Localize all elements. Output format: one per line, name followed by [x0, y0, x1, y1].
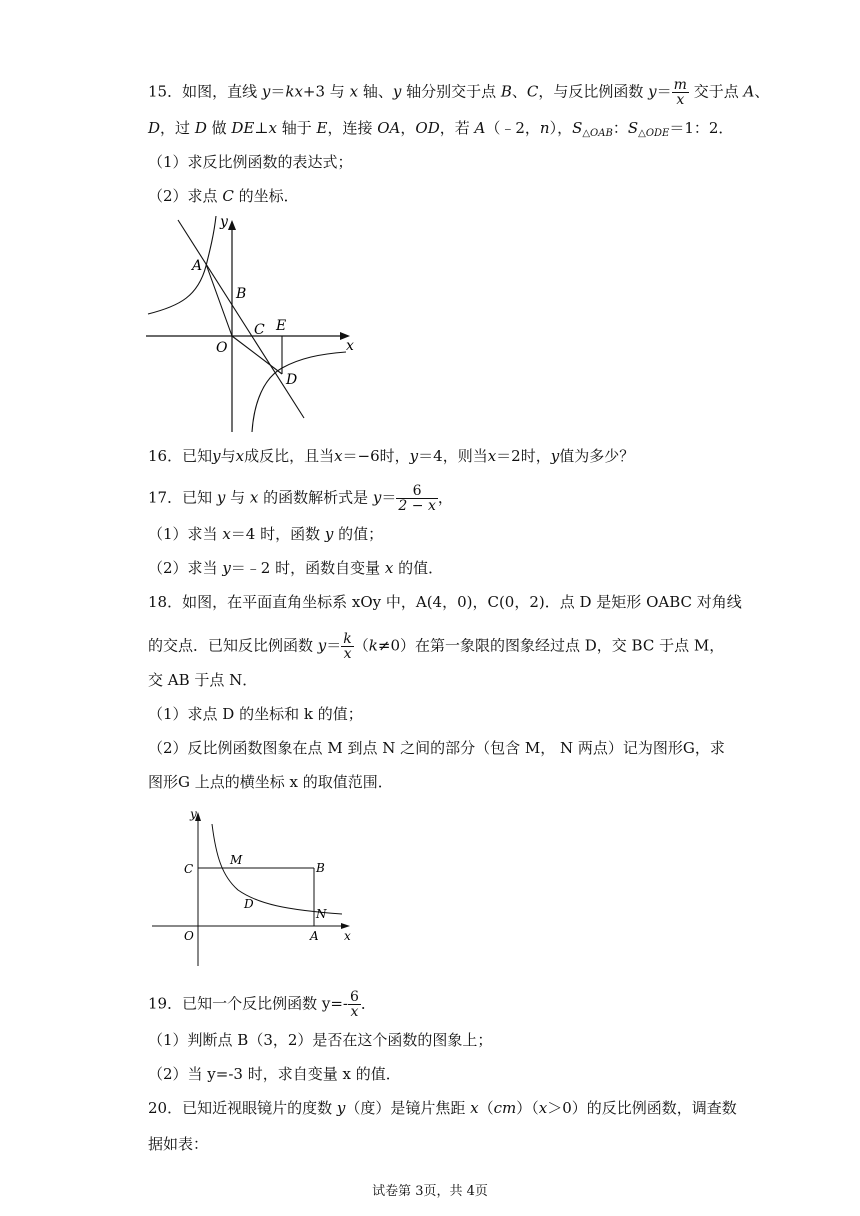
q19-line — [148, 990, 376, 1019]
label-d: D — [286, 372, 298, 388]
label-o: O — [216, 340, 228, 356]
text: A — [743, 82, 755, 101]
q15-part-1: （1）求反比例函数的表达式； — [148, 153, 353, 171]
label-c: C — [184, 862, 194, 876]
text: 15．如图，直线 — [148, 82, 262, 101]
text: E — [316, 119, 328, 137]
text: 的函数解析式是 — [258, 488, 373, 507]
text: OD — [415, 119, 440, 137]
text: x — [470, 1099, 479, 1117]
text: 轴分别交于点 — [401, 82, 501, 101]
text: y — [317, 636, 327, 655]
label-m: M — [230, 853, 243, 867]
text: 20．已知近视眼镜片的度数 — [148, 1099, 337, 1117]
text: （ — [353, 636, 369, 655]
page-footer: 试卷第 3页，共 4页 — [372, 1184, 488, 1199]
hyperbola-branch-right — [252, 352, 346, 432]
text: y — [392, 82, 402, 101]
text: ＝﹣2 时，函数自变量 — [230, 559, 385, 577]
text: kx — [285, 82, 303, 101]
text: n — [539, 119, 550, 137]
text: ⊥ — [254, 119, 269, 137]
q18-part-2-line-1: （2）反比例函数图象在点 M 到点 N 之间的部分（包含 M， N 两点）记为图形G，求 — [148, 739, 725, 757]
denominator: x — [350, 1004, 359, 1020]
text: D — [148, 119, 161, 137]
fraction-m-over-x — [672, 78, 689, 107]
text: y — [372, 488, 382, 507]
text: y — [550, 447, 560, 465]
q15-line-1 — [148, 78, 769, 107]
text: y — [336, 1099, 346, 1117]
text: y — [216, 488, 226, 507]
q18-figure — [146, 806, 366, 972]
text: 值为多少？ — [559, 447, 635, 465]
text: x — [384, 559, 394, 577]
text: ＝ — [381, 488, 397, 507]
text: 交于点 — [688, 82, 744, 101]
label-a: A — [192, 258, 203, 274]
text: A — [474, 119, 486, 137]
text: ＝4 时，函数 — [230, 525, 325, 543]
denominator: x — [343, 646, 352, 662]
subscript: △ODE — [638, 128, 670, 139]
text: 成反比，且当 — [244, 447, 335, 465]
segment-oa — [206, 264, 232, 336]
text: ）， — [549, 119, 573, 137]
q16-line — [148, 446, 634, 466]
denominator: 2 − x — [398, 498, 436, 514]
numerator: 6 — [349, 989, 359, 1005]
text: x — [334, 447, 343, 465]
text: ，连接 — [327, 119, 378, 137]
numerator: m — [673, 77, 687, 93]
segment-od — [232, 336, 282, 374]
text: 与 — [220, 447, 236, 465]
label-y: y — [190, 807, 197, 821]
text: ＝4，则当 — [418, 447, 488, 465]
subscript: △OAB — [582, 128, 613, 139]
text: y — [648, 82, 657, 101]
text: （2）求当 — [148, 559, 223, 577]
text: 轴、 — [358, 82, 393, 101]
q17-part-1 — [148, 524, 383, 544]
text: k — [368, 636, 378, 655]
q15-part-2 — [148, 186, 299, 206]
text: （﹣2， — [485, 119, 540, 137]
fraction-6-over-2-minus-x — [396, 484, 437, 513]
text: 的交点．已知反比例函数 — [148, 636, 318, 655]
text: x — [222, 525, 231, 543]
text: C — [222, 187, 234, 205]
text: ≠0）在第一象限的图象经过点 D，交 BC 于点 M， — [377, 636, 725, 655]
q20-line-2: 据如表： — [148, 1135, 209, 1153]
text: OA — [377, 119, 401, 137]
q19-part-2: （2）当 y=-3 时，求自变量 x 的值． — [148, 1065, 401, 1083]
text: ： — [612, 119, 628, 137]
text: x — [487, 447, 497, 465]
text: ＝−6时， — [342, 447, 410, 465]
label-e: E — [276, 318, 287, 334]
text: 与 — [225, 488, 250, 507]
text: ）（ — [516, 1099, 539, 1117]
text: x — [249, 488, 259, 507]
text: cm — [493, 1099, 517, 1117]
label-a: A — [310, 929, 319, 943]
q17-part-2 — [148, 558, 443, 578]
text: y — [324, 525, 334, 543]
text: 轴于 — [276, 119, 317, 137]
text: 的坐标． — [233, 187, 299, 205]
text: ，若 — [439, 119, 475, 137]
label-o: O — [184, 929, 194, 943]
text: （2）求点 — [148, 187, 223, 205]
numerator: k — [343, 631, 352, 647]
q18-line-2 — [148, 632, 724, 661]
text: y — [261, 82, 271, 101]
q18-part-2-line-2: 图形G 上点的横坐标 x 的取值范围． — [148, 773, 393, 791]
numerator: 6 — [396, 484, 437, 499]
text: ＞0）的反比例函数，调查数 — [547, 1099, 737, 1117]
q19-part-1: （1）判断点 B（3，2）是否在这个函数的图象上； — [148, 1031, 493, 1049]
label-y: y — [220, 214, 228, 230]
text: ， — [400, 119, 416, 137]
label-n: N — [316, 907, 327, 921]
label-c: C — [254, 322, 265, 338]
text: 的值； — [333, 525, 384, 543]
text: 、 — [754, 82, 770, 101]
text: ． — [360, 994, 376, 1013]
text: D — [194, 119, 207, 137]
fraction-6-over-x — [348, 990, 361, 1019]
text: ＝2时， — [496, 447, 551, 465]
text: y — [222, 559, 231, 577]
fraction-k-over-x — [341, 632, 353, 661]
text: S — [627, 119, 639, 137]
q15-line-2 — [148, 118, 733, 144]
label-d: D — [244, 897, 254, 911]
text: （1）求当 — [148, 525, 223, 543]
q15-figure — [140, 210, 370, 438]
text: y — [212, 447, 221, 465]
text: y — [409, 447, 419, 465]
text: x — [268, 119, 277, 137]
label-b: B — [236, 286, 247, 302]
denominator: x — [676, 92, 685, 108]
text: ＝ — [656, 82, 672, 101]
text: ，与反比例函数 — [538, 82, 649, 101]
text: 16．已知 — [148, 447, 213, 465]
text: ＝1：2． — [669, 119, 734, 137]
label-x: x — [344, 929, 351, 943]
text: DE — [231, 119, 255, 137]
label-b: B — [316, 861, 325, 875]
text: S — [572, 119, 583, 137]
label-x: x — [346, 338, 354, 354]
text: x — [349, 82, 359, 101]
q18-line-1: 18．如图，在平面直角坐标系 xOy 中，A(4，0)，C(0，2)．点 D 是矩形 OABC 对角线 — [148, 593, 742, 611]
q18-part-1: （1）求点 D 的坐标和 k 的值； — [148, 705, 363, 723]
q18-line-3: 交 AB 于点 N． — [148, 671, 258, 689]
text: +3 与 — [302, 82, 350, 101]
text: ， — [437, 488, 453, 507]
text: 的值． — [393, 559, 444, 577]
text: ＝ — [270, 82, 286, 101]
text: x — [235, 447, 245, 465]
text: C — [526, 82, 539, 101]
text: 19．已知一个反比例函数 y=- — [148, 994, 348, 1013]
y-axis-arrow — [228, 220, 236, 230]
text: ＝ — [326, 636, 342, 655]
text: x — [538, 1099, 548, 1117]
text: 、 — [511, 82, 527, 101]
text: （度）是镜片焦距 — [345, 1099, 471, 1117]
text: B — [500, 82, 512, 101]
text: ，过 — [160, 119, 195, 137]
text: （ — [478, 1099, 494, 1117]
q20-line-1 — [148, 1098, 737, 1118]
text: 做 — [206, 119, 232, 137]
text: 17．已知 — [148, 488, 217, 507]
q17-line — [148, 484, 453, 513]
